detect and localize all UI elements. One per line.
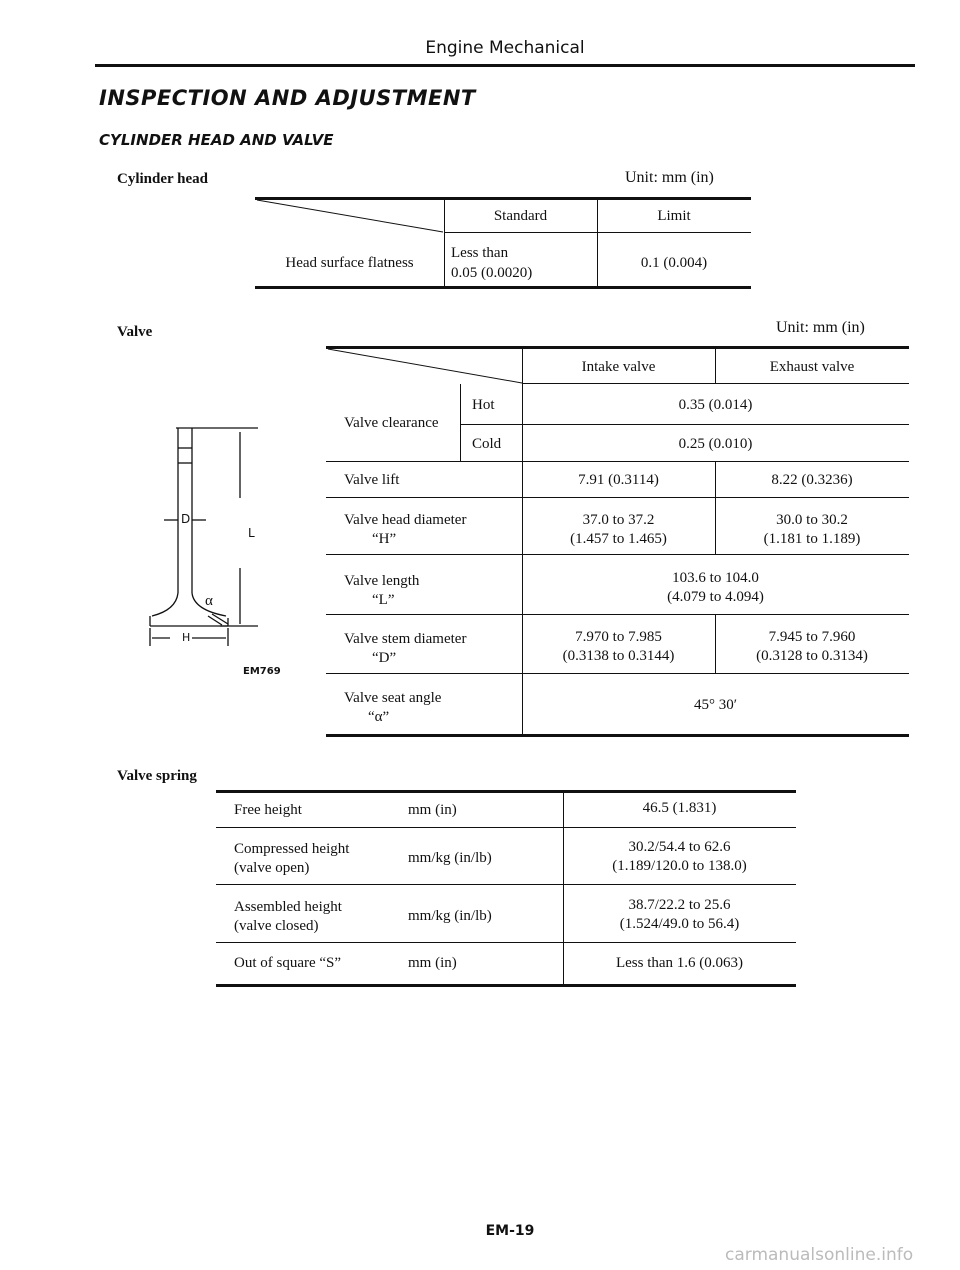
spring-assembled-label-1: Assembled height xyxy=(234,899,342,915)
header-rule xyxy=(95,64,915,67)
valve-length-label: Valve length xyxy=(344,573,420,589)
lift-exhaust: 8.22 (0.3236) xyxy=(771,472,853,488)
spring-out-of-square-unit: mm (in) xyxy=(408,955,457,971)
cylinder-head-unit: Unit: mm (in) xyxy=(625,169,714,186)
col-exhaust-valve: Exhaust valve xyxy=(769,359,855,375)
spring-out-of-square-value: Less than 1.6 (0.063) xyxy=(615,955,744,971)
seat-angle-value: 45° 30′ xyxy=(693,697,738,713)
col-intake-valve: Intake valve xyxy=(581,359,656,375)
head-dia-intake-2: (1.457 to 1.465) xyxy=(570,531,667,547)
diagram-label-h: H xyxy=(182,631,191,644)
clearance-hot-value: 0.35 (0.014) xyxy=(678,397,753,413)
spring-out-of-square-label: Out of square “S” xyxy=(234,955,342,971)
spring-assembled-value-1: 38.7/22.2 to 25.6 xyxy=(628,897,731,913)
cylinder-head-label: Cylinder head xyxy=(117,171,208,187)
spring-compressed-value-1: 30.2/54.4 to 62.6 xyxy=(628,839,731,855)
valve-spring-label: Valve spring xyxy=(117,768,197,784)
standard-line1: Less than xyxy=(451,245,509,261)
spring-free-height-value: 46.5 (1.831) xyxy=(642,800,717,816)
row-head-surface-flatness: Head surface flatness xyxy=(285,255,414,271)
valve-lift-label: Valve lift xyxy=(344,472,400,488)
spring-assembled-unit: mm/kg (in/lb) xyxy=(408,908,492,924)
watermark: carmanualsonline.info xyxy=(725,1245,914,1265)
lift-intake: 7.91 (0.3114) xyxy=(578,472,659,488)
diagram-code: EM769 xyxy=(243,666,281,677)
col-limit: Limit xyxy=(657,208,691,224)
head-diameter-symbol: “H” xyxy=(372,531,397,547)
stem-exhaust-1: 7.945 to 7.960 xyxy=(768,629,856,645)
spring-compressed-label-1: Compressed height xyxy=(234,841,350,857)
diagram-label-l: L xyxy=(248,526,255,540)
valve-clearance-label: Valve clearance xyxy=(344,415,439,431)
head-diameter-label: Valve head diameter xyxy=(344,512,467,528)
standard-line2: 0.05 (0.0020) xyxy=(451,265,533,281)
head-dia-intake-1: 37.0 to 37.2 xyxy=(582,512,655,528)
diagonal-divider xyxy=(255,199,445,233)
spring-compressed-unit: mm/kg (in/lb) xyxy=(408,850,492,866)
valve-diagonal-divider xyxy=(326,348,524,384)
limit-value: 0.1 (0.004) xyxy=(640,255,708,271)
length-value-2: (4.079 to 4.094) xyxy=(667,589,764,605)
diagram-label-alpha: α xyxy=(205,593,213,609)
stem-intake-1: 7.970 to 7.985 xyxy=(575,629,662,645)
cold-label: Cold xyxy=(472,436,502,452)
section-subtitle: CYLINDER HEAD AND VALVE xyxy=(99,131,334,149)
valve-unit: Unit: mm (in) xyxy=(776,319,865,336)
stem-diameter-label: Valve stem diameter xyxy=(344,631,467,647)
spring-free-height-label: Free height xyxy=(234,802,302,818)
diagram-label-d: D xyxy=(181,512,191,526)
valve-length-symbol: “L” xyxy=(372,592,395,608)
valve-label: Valve xyxy=(117,324,153,340)
stem-exhaust-2: (0.3128 to 0.3134) xyxy=(756,648,868,664)
page-title: INSPECTION AND ADJUSTMENT xyxy=(99,86,476,110)
spring-compressed-label-2: (valve open) xyxy=(234,860,310,876)
clearance-cold-value: 0.25 (0.010) xyxy=(678,436,753,452)
length-value-1: 103.6 to 104.0 xyxy=(672,570,759,586)
head-dia-exhaust-2: (1.181 to 1.189) xyxy=(763,531,861,547)
head-dia-exhaust-1: 30.0 to 30.2 xyxy=(776,512,848,528)
spring-free-height-unit: mm (in) xyxy=(408,802,457,818)
seat-angle-label: Valve seat angle xyxy=(344,690,442,706)
col-standard: Standard xyxy=(493,208,548,224)
spring-compressed-value-2: (1.189/120.0 to 138.0) xyxy=(612,858,747,874)
spring-assembled-value-2: (1.524/49.0 to 56.4) xyxy=(619,916,740,932)
stem-diameter-symbol: “D” xyxy=(372,650,397,666)
hot-label: Hot xyxy=(472,397,495,413)
page-number: EM-19 xyxy=(485,1223,535,1239)
stem-intake-2: (0.3138 to 0.3144) xyxy=(562,648,675,664)
seat-angle-symbol: “α” xyxy=(368,709,390,725)
spring-assembled-label-2: (valve closed) xyxy=(234,918,319,934)
section-header: Engine Mechanical xyxy=(425,38,585,58)
